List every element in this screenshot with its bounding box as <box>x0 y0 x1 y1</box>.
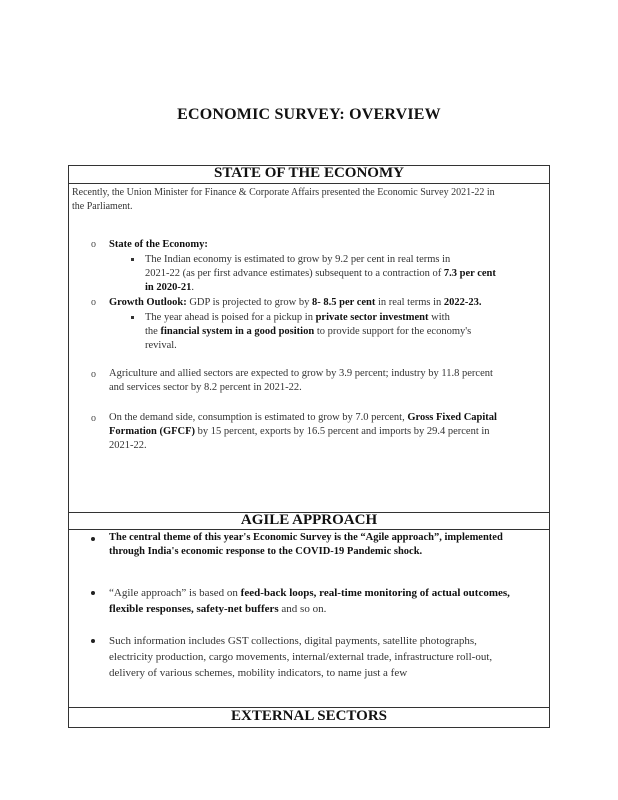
agile-point-information: Such information includes GST collections, digital payments, satellite photographs, electricity production, cargo movements, internal/external trade, infrastructure roll-out, delivery of various schemes, mobility indicators, to name just a few <box>109 635 493 679</box>
bullet-dot <box>91 639 95 643</box>
table-rule <box>68 183 550 184</box>
sub-bullet <box>131 258 134 261</box>
sub-bullet <box>131 316 134 319</box>
agile-point-theme: The central theme of this year's Economic Survey is the “Agile approach”, implemented through India's economic response to the COVID-19 Pandemic shock. <box>109 532 503 557</box>
bullet-dot <box>91 537 95 541</box>
sub-item-investment: The year ahead is poised for a pickup in private sector investment with the financial system in a good position to provide support for the economy's revival. <box>145 312 472 351</box>
section-heading-state: STATE OF THE ECONOMY <box>214 165 404 181</box>
sub-item-growth: The Indian economy is estimated to grow by 9.2 per cent in real terms in 2021-22 (as per first advance estimates) subsequent to a contraction of 7.3 per cent in 2020-21. <box>145 254 496 293</box>
list-marker: o <box>91 297 96 308</box>
table-rule <box>68 529 550 530</box>
list-marker: o <box>91 369 96 380</box>
agile-point-basis: “Agile approach” is based on feed-back loops, real-time monitoring of actual outcomes, flexible responses, safety-net buffers and so on. <box>109 587 510 615</box>
bullet-dot <box>91 591 95 595</box>
list-item-outlook: Growth Outlook: GDP is projected to grow by 8- 8.5 per cent in real terms in 2022-23. <box>109 297 482 308</box>
list-marker: o <box>91 239 96 250</box>
list-marker: o <box>91 413 96 424</box>
section-heading-agile: AGILE APPROACH <box>240 512 378 528</box>
page-title: ECONOMIC SURVEY: OVERVIEW <box>177 106 441 123</box>
list-item-demand: On the demand side, consumption is estimated to grow by 7.0 percent, Gross Fixed Capital Formation (GFCF) by 15 percent, exports by 16.5 percent and imports by 29.4 percent in 2021-22. <box>109 412 497 451</box>
table-rule <box>68 727 550 728</box>
list-item-sectors: Agriculture and allied sectors are expected to grow by 3.9 percent; industry by 11.8 percent and services sector by 8.2 percent in 2021-22. <box>109 368 493 393</box>
intro-text: Recently, the Union Minister for Finance & Corporate Affairs presented the Economic Survey 2021-22 in the Parliament. <box>72 187 495 212</box>
section-heading-external: EXTERNAL SECTORS <box>230 708 388 724</box>
list-item-state: State of the Economy: <box>109 239 208 250</box>
